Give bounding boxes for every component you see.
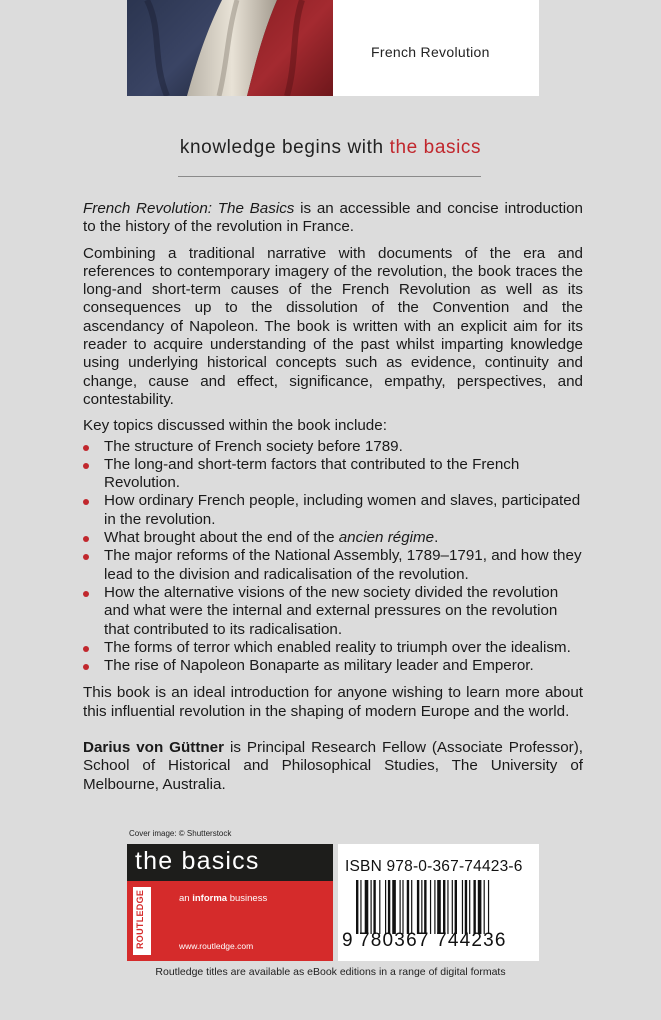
bullet-icon [83,445,89,451]
cover-flag-image [127,0,333,96]
series-title-panel [333,0,539,96]
ebook-note: Routledge titles are available as eBook editions in a range of digital formats [155,966,506,978]
topic-text: The forms of terror which enabled reality to triumph over the idealism. [104,638,571,656]
list-item [83,584,583,639]
topic-text: The rise of Napoleon Bonaparte as military leader and Emperor. [104,657,534,675]
tagline-prefix: knowledge begins with [179,137,384,158]
back-cover-text [83,200,583,802]
series-logo: the basics [135,847,260,875]
list-item [83,492,583,529]
topic-text: The long-and short-term factors that contributed to the French Revolution. [104,455,520,492]
barcode-icon [356,880,532,934]
series-logo-panel [127,844,333,881]
tagline [0,137,661,159]
bullet-icon [83,499,89,505]
intro-paragraph [83,200,583,237]
isbn-label: ISBN 978-0-367-74423-6 [345,858,523,875]
divider [178,176,481,177]
intro-rest: is an accessible and concise introduction to the history of the revolution in France. [83,200,583,236]
list-item [83,657,583,675]
author-name: Darius von Güttner [83,739,225,757]
bullet-icon [83,664,89,670]
list-item [83,438,583,456]
closing-paragraph: This book is an ideal introduction for anyone wishing to learn more about this influential revolution in the shaping of modern Europe and the world. [83,684,583,720]
author-bio-text: is Principal Research Fellow (Associate Professor), School of Historical and Philosophical Studies, The University of Melbourne, Australia. [83,739,583,793]
routledge-logo [133,887,151,955]
list-item [83,529,583,547]
author-bio [83,739,583,794]
tagline-highlight: the basics [389,137,482,158]
topic-text-end: . [434,529,439,547]
bullet-icon [83,536,89,542]
bullet-icon [83,554,89,560]
publisher-url: www.routledge.com [179,941,254,951]
cover-credit: Cover image: © Shutterstock [129,829,232,838]
series-title: French Revolution [371,44,490,60]
topic-text: How the alternative visions of the new society divided the revolution and what were the internal and external pressures on the revolution that contributed to its radicalisation. [104,583,559,638]
key-topics-intro: Key topics discussed within the book include: [83,417,387,435]
informa-tagline: an informa business [179,893,268,904]
routledge-logo-text: ROUTLEDGE [135,889,145,949]
bullet-icon [83,591,89,597]
topic-list [83,438,583,676]
topic-text: How ordinary French people, including women and slaves, participated in the revolution. [104,492,581,528]
list-item [83,456,583,493]
isbn-panel [338,844,539,961]
topic-italic: ancien régime [338,529,435,547]
topic-text: What brought about the end of the [104,529,339,547]
topic-text: The structure of French society before 1789. [104,437,403,455]
list-item [83,547,583,584]
description-paragraph: Combining a traditional narrative with documents of the era and references to contemporary imagery of the revolution, the book traces the long-and short-term causes of the French Revolution as well as its consequences up to the dissolution of the Convention and the ascendancy of Napoleon. The book is written with an explicit aim for its reader to acquire understanding of the past whilst imparting knowledge using underlying historical concepts such as evidence, continuity and change, cause and effect, significance, empathy, perspectives, and contestability. [83,244,583,408]
topic-text: The major reforms of the National Assembly, 1789–1791, and how they lead to the division and radicalisation of the revolution. [104,547,582,583]
intro-title: French Revolution: The Basics [83,200,295,217]
ean-digits: 780367 744236 [359,930,507,951]
bullet-icon [83,646,89,652]
publisher-panel [127,881,333,961]
bullet-icon [83,463,89,469]
ean-first-digit: 9 [342,930,353,951]
list-item [83,639,583,657]
